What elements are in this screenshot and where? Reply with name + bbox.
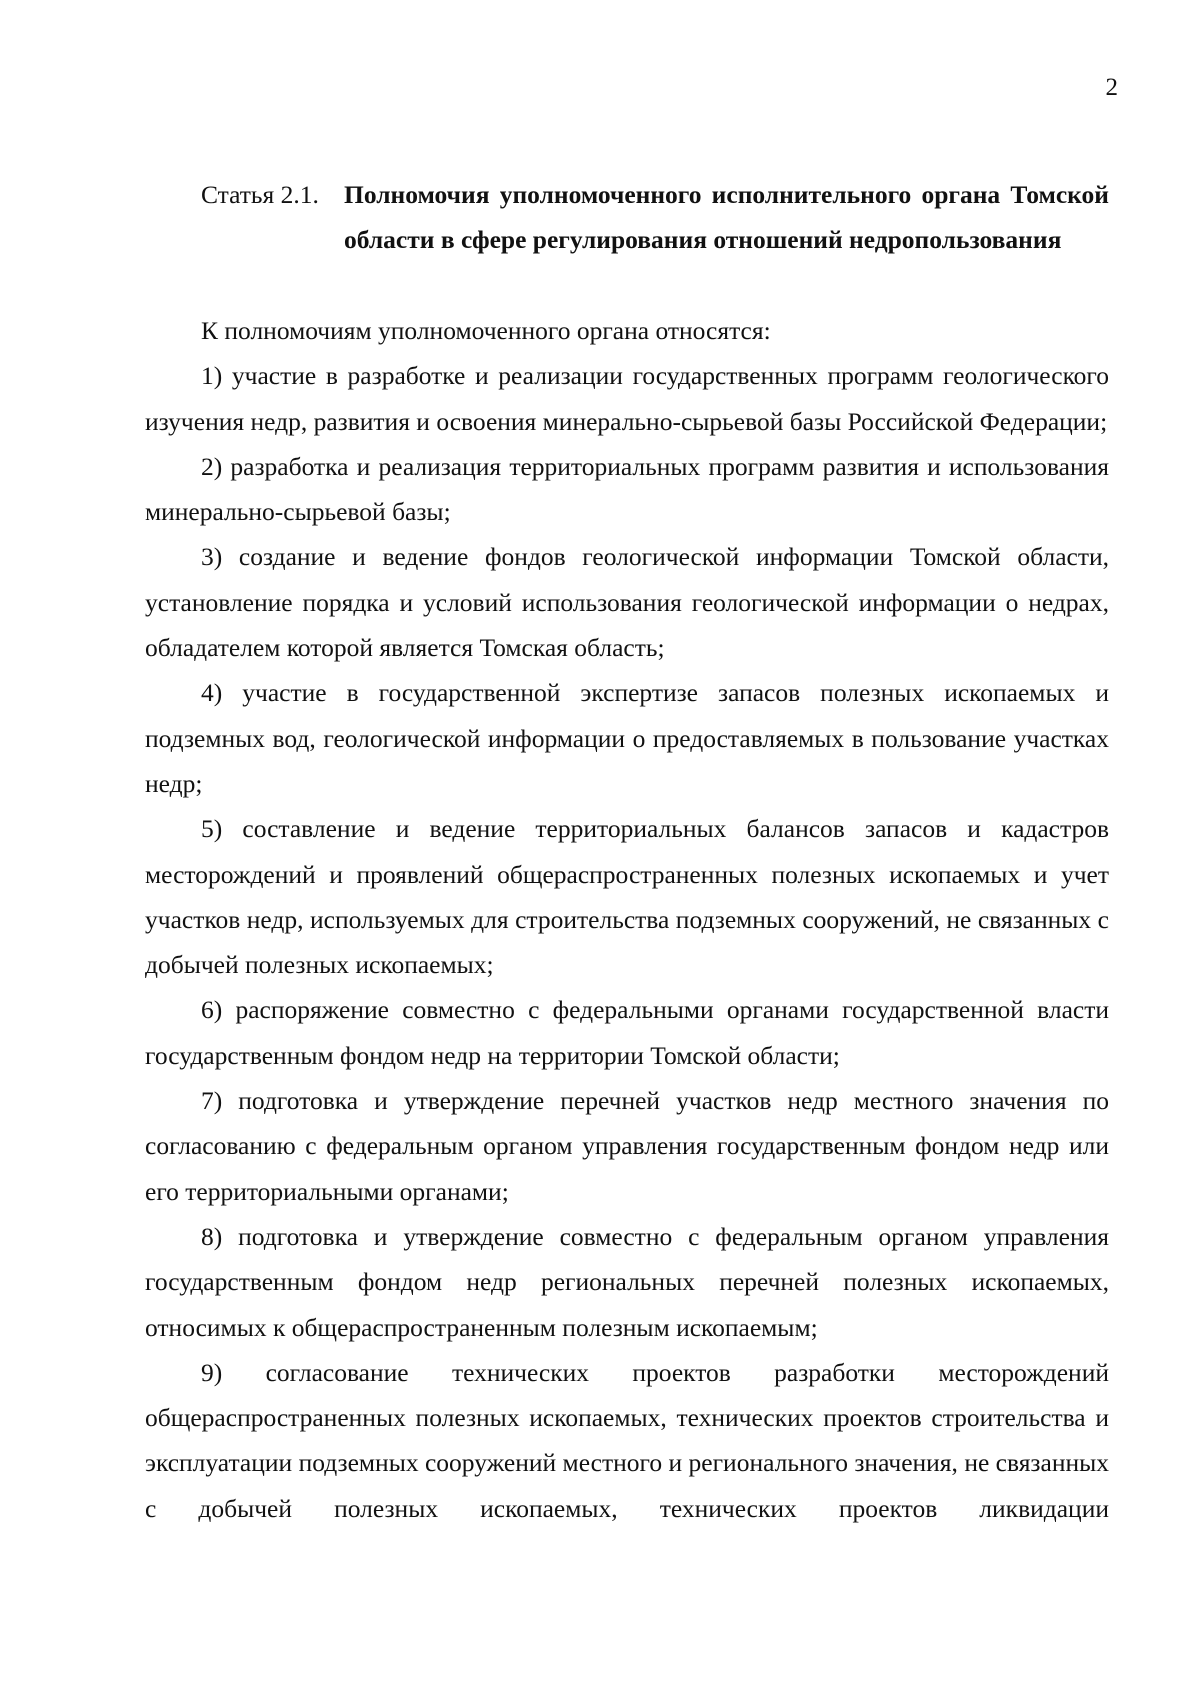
article-title: Полномочия уполномоченного исполнительного органа Томской области в сфере регулирования отношений недропользования bbox=[344, 180, 1109, 254]
list-item: 1) участие в разработке и реализации государственных программ геологического изучения недр, развития и освоения минерально-сырьевой базы Российской Федерации; bbox=[145, 361, 1109, 436]
list-item: 3) создание и ведение фондов геологической информации Томской области, установление порядка и условий использования геологической информации о недрах, обладателем которой является Томская область; bbox=[145, 542, 1109, 663]
list-item: 4) участие в государственной экспертизе запасов полезных ископаемых и подземных вод, геологической информации о предоставляемых в пользование участках недр; bbox=[145, 678, 1109, 798]
list-item: 8) подготовка и утверждение совместно с федеральным органом управления государственным фондом недр региональных перечней полезных ископаемых, относимых к общераспространенным полезным ископаемым; bbox=[145, 1221, 1109, 1342]
article-heading bbox=[201, 172, 1109, 262]
intro-paragraph: К полномочиям уполномоченного органа относятся: bbox=[201, 316, 771, 345]
article-label: Статья 2.1. bbox=[201, 180, 319, 209]
article-body bbox=[145, 308, 1109, 1531]
list-item: 2) разработка и реализация территориальных программ развития и использования минерально-сырьевой базы; bbox=[145, 451, 1109, 527]
page-number: 2 bbox=[1105, 74, 1118, 101]
list-item: 6) распоряжение совместно с федеральными органами государственной власти государственным фондом недр на территории Томской области; bbox=[145, 995, 1109, 1070]
list-item: 7) подготовка и утверждение перечней участков недр местного значения по согласованию с федеральным органом управления государственным фондом недр или его территориальными органами; bbox=[145, 1086, 1109, 1206]
list-item: 5) составление и ведение территориальных балансов запасов и кадастров месторождений и проявлений общераспространенных полезных ископаемых и учет участков недр, используемых для строительства подземных сооружений, не связанных с добычей полезных ископаемых; bbox=[145, 814, 1109, 980]
list-item: 9) согласование технических проектов разработки месторождений общераспространенных полезных ископаемых, технических проектов строительства и эксплуатации подземных сооружений местного и регионального значения, не связанных с добычей полезных ископаемых, технических проектов ликвидации bbox=[145, 1357, 1109, 1523]
